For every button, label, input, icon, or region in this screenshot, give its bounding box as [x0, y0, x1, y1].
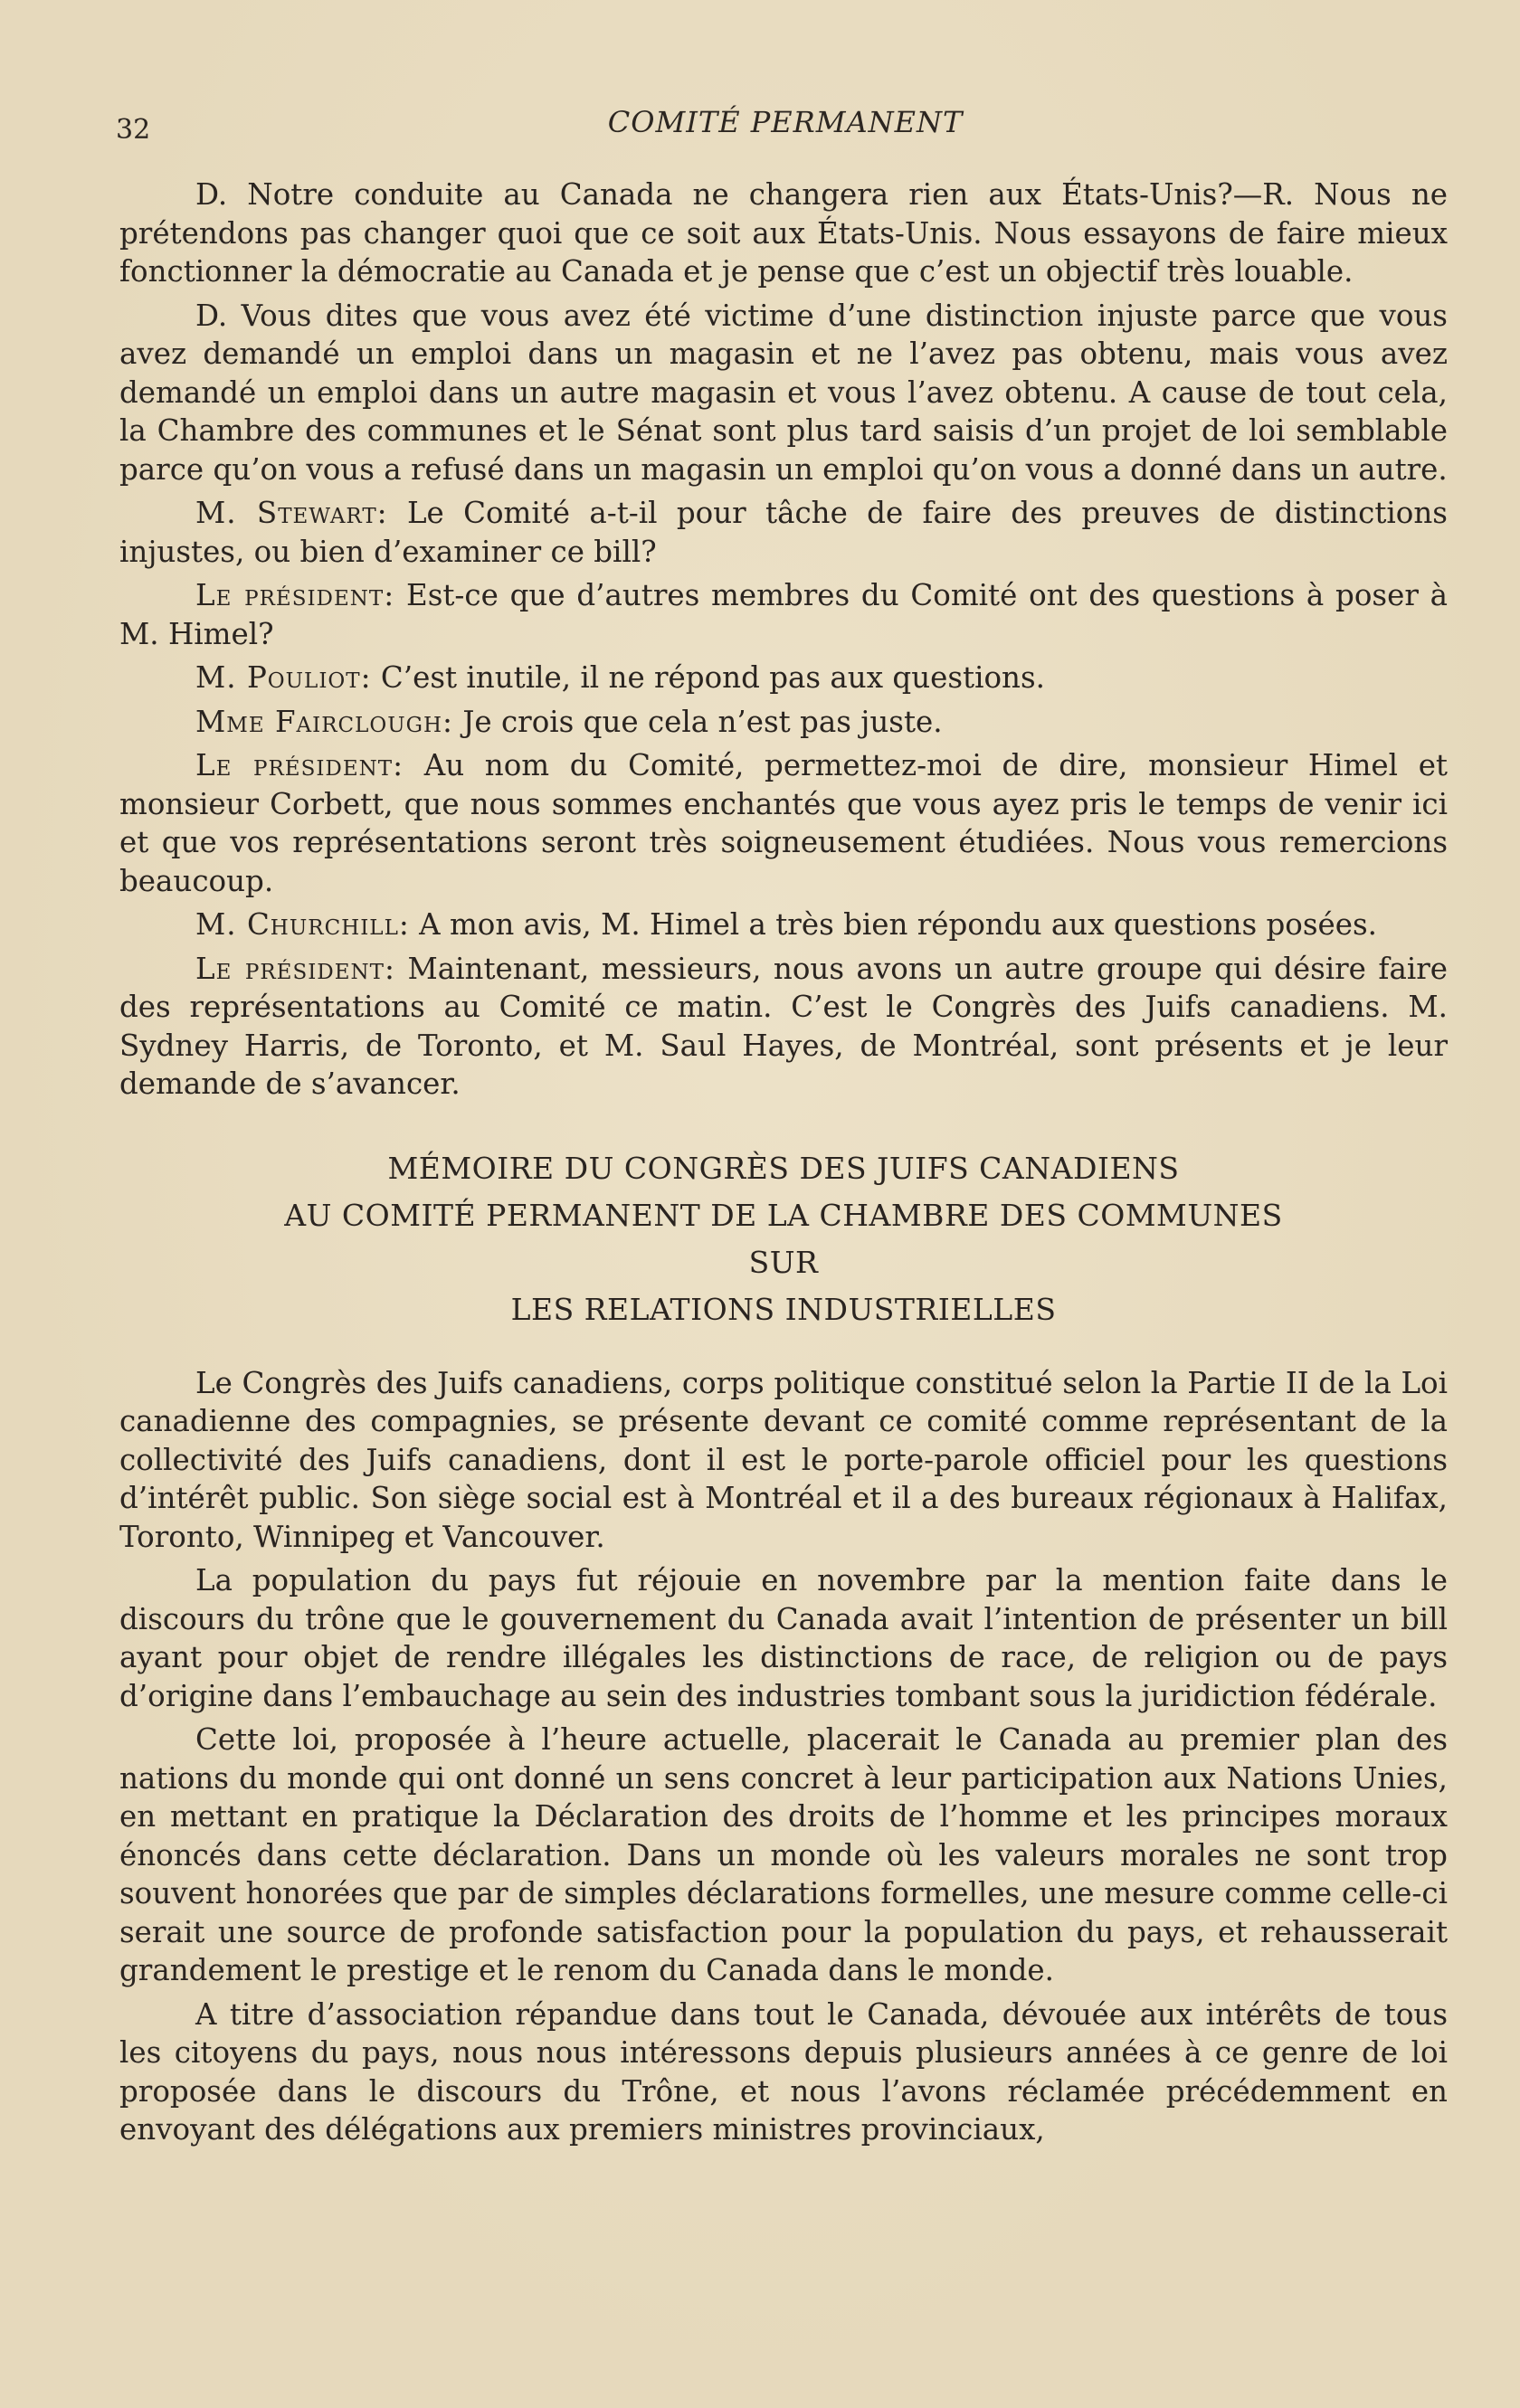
memo-paragraph: Cette loi, proposée à l’heure actuelle, placerait le Canada au premier plan des nations du monde qui ont donné un sens concret à leur participation aux Nations Unies, en mettant en pratique la Déclaration des droits de l’homme et les principes moraux énoncés dans cette déclaration. Dans un monde où les valeurs morales ne sont trop souvent honorées que par de simples déclarations formelles, une mesure comme celle-ci serait une source de profonde satisfaction pour la population du pays, et rehausserait grandement le prestige et le renom du Canada dans le monde.: [119, 1722, 1448, 1987]
memo-title-line: SUR: [748, 1244, 819, 1280]
speaker-name: Le président:: [195, 748, 404, 782]
speech-text: Je crois que cela n’est pas juste.: [462, 704, 943, 739]
page-header: [116, 101, 1455, 156]
speech-text: Est-ce que d’autres membres du Comité ont des questions à poser à M. Himel?: [119, 578, 1448, 651]
paragraph: D. Notre conduite au Canada ne changera rien aux États-Unis?—R. Nous ne prétendons pas changer quoi que ce soit aux États-Unis. Nous essayons de faire mieux fonctionner la démocratie au Canada et je pense que c’est un objectif très louable.: [119, 177, 1448, 289]
body-text: [119, 175, 1448, 2155]
exchange-paragraph: [119, 905, 1448, 944]
exchange-paragraph: [119, 703, 1448, 742]
exchange-paragraph: [119, 950, 1448, 1104]
speech-text: Le Comité a-t-il pour tâche de faire des preuves de distinctions injustes, ou bien d’examiner ce bill?: [119, 496, 1448, 569]
memo-title-line: MÉMOIRE DU CONGRÈS DES JUIFS CANADIENS: [387, 1150, 1180, 1186]
speaker-name: Mme Fairclough:: [195, 704, 454, 739]
speech-text: A mon avis, M. Himel a très bien répondu aux questions posées.: [419, 907, 1378, 942]
speaker-name: Le président:: [195, 951, 395, 986]
speech-text: Au nom du Comité, permettez-moi de dire, monsieur Himel et monsieur Corbett, que nous sommes enchantés que vous ayez pris le temps de venir ici et que vos représentations seront très soigneusement étudiées. Nous vous remercions beaucoup.: [119, 748, 1448, 898]
speaker-name: M. Pouliot:: [195, 660, 372, 695]
memo-paragraph: A titre d’association répandue dans tout le Canada, dévouée aux intérêts de tous les citoyens du pays, nous nous intéressons depuis plusieurs années à ce genre de loi proposée dans le discours du Trône, et nous l’avons réclamée précédemment en envoyant des délégations aux premiers ministres provinciaux,: [119, 1996, 1448, 2147]
exchange-paragraph: [119, 659, 1448, 697]
running-title: COMITÉ PERMANENT: [607, 105, 964, 139]
page-number: 32: [116, 114, 151, 146]
speaker-name: Le président:: [195, 578, 395, 612]
memo-paragraph: Le Congrès des Juifs canadiens, corps politique constitué selon la Partie II de la Loi canadienne des compagnies, se présente devant ce comité comme représentant de la collectivité des Juifs canadiens, dont il est le porte-parole officiel pour les questions d’intérêt public. Son siège social est à Montréal et il a des bureaux régionaux à Halifax, Toronto, Winnipeg et Vancouver.: [119, 1365, 1448, 1554]
speaker-name: M. Stewart:: [195, 496, 388, 530]
memo-title-line: AU COMITÉ PERMANENT DE LA CHAMBRE DES COMMUNES: [284, 1197, 1283, 1233]
memo-title: [119, 1145, 1448, 1333]
speech-text: Maintenant, messieurs, nous avons un autre groupe qui désire faire des représentations au Comité ce matin. C’est le Congrès des Juifs canadiens. M. Sydney Harris, de Toronto, et M. Saul Hayes, de Montréal, sont présents et je leur demande de s’avancer.: [119, 951, 1448, 1101]
paragraph: D. Vous dites que vous avez été victime d’une distinction injuste parce que vous avez demandé un emploi dans un magasin et ne l’avez pas obtenu, mais vous avez demandé un emploi dans un autre magasin et vous l’avez obtenu. A cause de tout cela, la Chambre des communes et le Sénat sont plus tard saisis d’un projet de loi semblable parce qu’on vous a refusé dans un magasin un emploi qu’on vous a donné dans un autre.: [119, 298, 1448, 487]
memo-paragraph: La population du pays fut réjouie en novembre par la mention faite dans le discours du trône que le gouvernement du Canada avait l’intention de présenter un bill ayant pour objet de rendre illégales les distinctions de race, de religion ou de pays d’origine dans l’embauchage au sein des industries tombant sous la juridiction fédérale.: [119, 1563, 1448, 1713]
memo-title-line: LES RELATIONS INDUSTRIELLES: [510, 1291, 1057, 1327]
exchange-paragraph: [119, 494, 1448, 571]
exchange-paragraph: [119, 576, 1448, 653]
speech-text: C’est inutile, il ne répond pas aux questions.: [380, 660, 1045, 695]
speaker-name: M. Churchill:: [195, 907, 410, 942]
exchange-paragraph: [119, 746, 1448, 900]
